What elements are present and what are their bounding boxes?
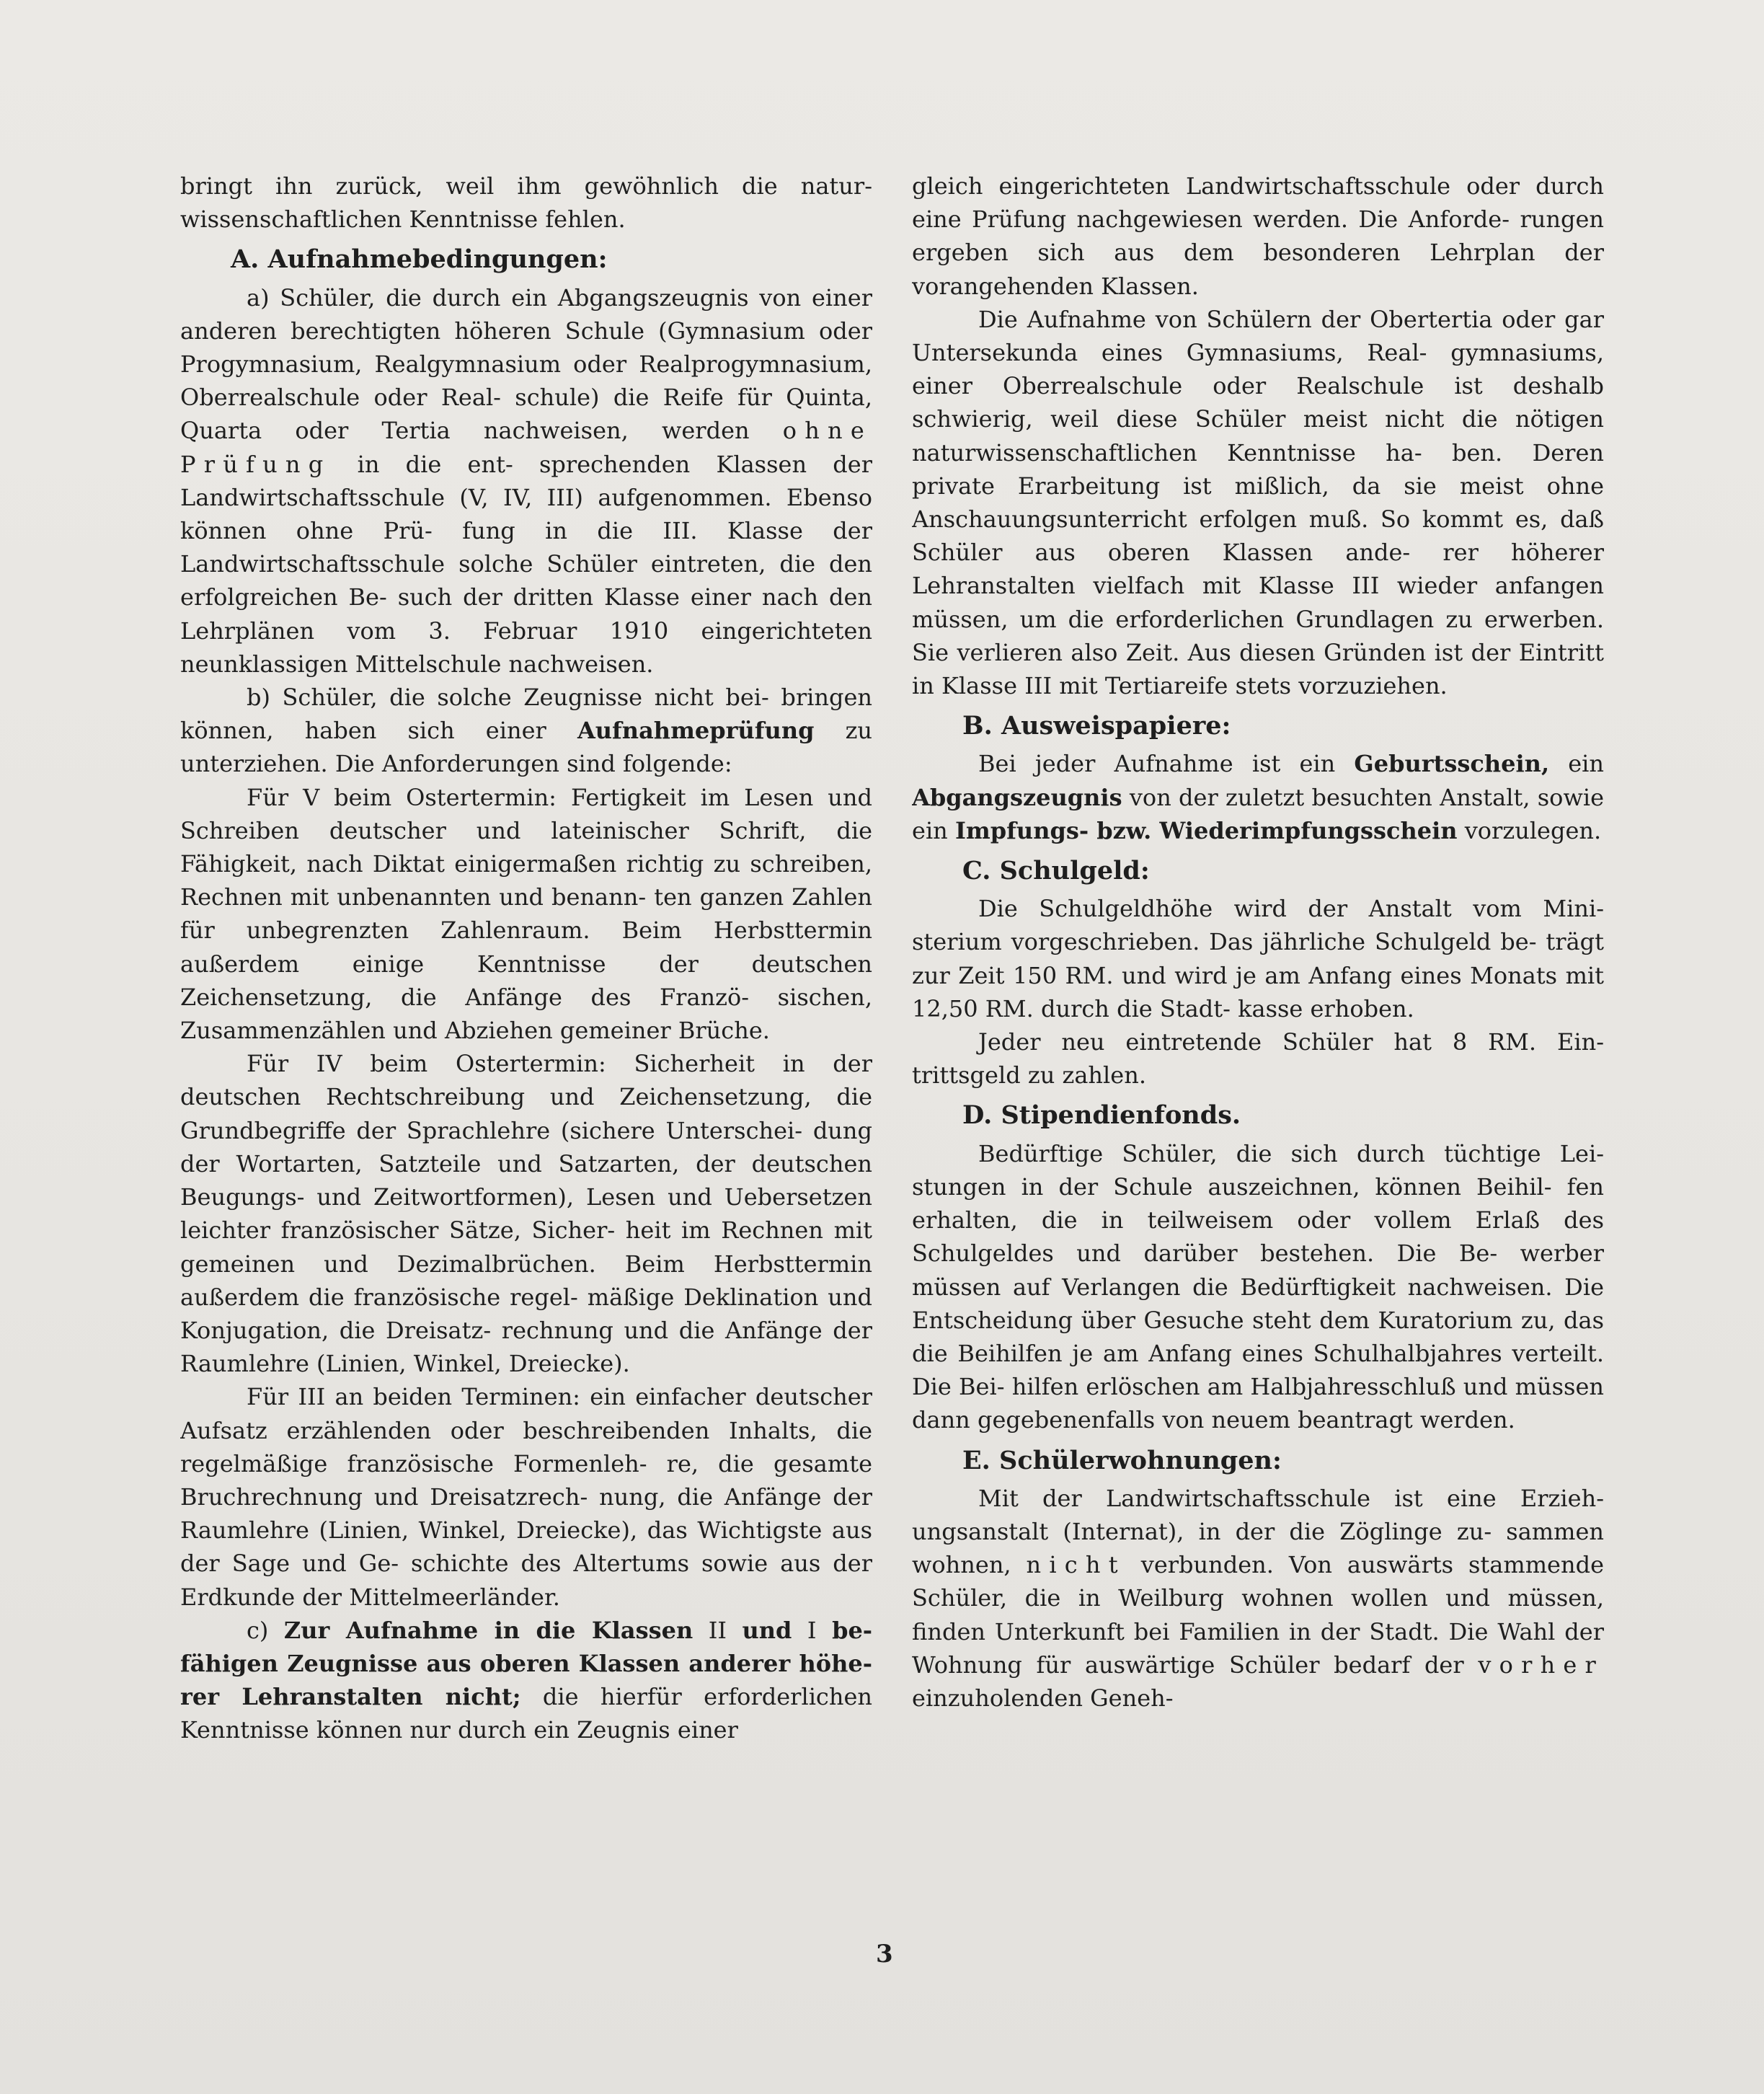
- continuation-paragraph: gleich eingerichteten Landwirtschaftsschule oder durch eine Prüfung nachgewiesen werden. Die Anforde- rungen ergeben sich aus dem besonderen Lehrplan der vorangehenden Klassen.: [912, 172, 1604, 300]
- emphasis-c-1: Zur Aufnahme in die Klassen: [283, 1616, 693, 1644]
- emphasis-ohne-pruefung: ohne Prüfung: [180, 417, 872, 478]
- emphasis-aufnahmepruefung: Aufnahmeprüfung: [577, 717, 815, 745]
- emphasis-vorher: vorher: [1478, 1651, 1604, 1679]
- paragraph-stipendienfonds: Bedürftige Schüler, die sich durch tüchtige Lei- stungen in der Schule auszeichnen, können Beihil- fen erhalten, die in teilweisem oder vollem Erlaß des Schulgeldes und darüber bestehen. Die Be- werber müssen auf Verlangen die Bedürftigkeit nachweisen. Die Entscheidung über Gesuche steht dem Kuratorium zu, das die Beihilfen je am Anfang eines Schulhalbjahres verteilt. Die Bei- hilfen erlöschen am Halbjahresschluß und müssen dann gegebenenfalls von neuem beantragt werden.: [912, 1139, 1604, 1434]
- paragraph-b-text-1: b) Schüler, die solche Zeugnisse nicht bei- bringen können, haben sich einer: [180, 684, 872, 745]
- paragraph-a-text-1: a) Schüler, die durch ein Abgangszeugnis von einer anderen berechtigten höheren Schule (Gymnasium oder Progymnasium, Realgymnasium oder Realprogymnasium, Oberrealschule oder Real- schule) die Reife für Quinta, Quarta oder Tertia nachweisen, werden: [180, 283, 872, 445]
- paragraph-c: [180, 1614, 872, 1747]
- paragraph-obertertia: Die Aufnahme von Schülern der Obertertia oder gar Untersekunda eines Gymnasiums, Real- gymnasiums, einer Oberrealschule oder Realschule ist deshalb schwierig, weil diese Schüler meist nicht die nötigen naturwissenschaftlichen Kenntnisse ha- ben. Deren private Erarbeitung ist mißlich, da sie meist ohne Anschauungsunterricht erfolgen muß. So kommt es, daß Schüler aus oberen Klassen ande- rer höherer Lehranstalten vielfach mit Klasse III wieder anfangen müssen, um die erforderlichen Grundlagen zu erwerben. Sie verlieren also Zeit. Aus diesen Gründen ist der Eintritt in Klasse III mit Tertiareife stets vorzuziehen.: [912, 305, 1604, 700]
- paragraph-klasse-iii: Für III an beiden Terminen: ein einfacher deutscher Aufsatz erzählenden oder beschreibenden Inhalts, die regelmäßige französische Formenleh- re, die gesamte Bruchrechnung und Dreisatzrech- nung, die Anfänge der Raumlehre (Linien, Winkel, Dreiecke), das Wichtigste aus der Sage und Ge- schichte des Altertums sowie aus der Erdkunde der Mittelmeerländer.: [180, 1383, 872, 1611]
- paragraph-c-label: c): [247, 1616, 269, 1644]
- heading-aufnahmebedingungen: A. Aufnahmebedingungen:: [231, 244, 608, 275]
- paragraph-schulgeld: Die Schulgeldhöhe wird der Anstalt vom Mini- sterium vorgeschrieben. Das jährliche Schulgeld be- trägt zur Zeit 150 RM. und wird je am Anfang eines Monats mit 12,50 RM. durch die Stadt- kasse erhoben.: [912, 895, 1604, 1022]
- wohnung-text-1: Mit der Landwirtschaftsschule ist eine Erzieh- ungsanstalt (Internat), in der die Zöglinge zu- sammen wohnen,: [912, 1484, 1604, 1579]
- page-number: 3: [876, 1940, 893, 1969]
- paragraph-ausweispapiere: [912, 747, 1604, 847]
- heading-stipendienfonds: D. Stipendienfonds.: [962, 1100, 1241, 1131]
- intro-paragraph: bringt ihn zurück, weil ihm gewöhnlich die natur- wissenschaftlichen Kenntnisse fehlen.: [180, 172, 872, 234]
- ausweis-text-1: Bei jeder Aufnahme ist ein: [978, 750, 1336, 778]
- emphasis-c-2: und: [742, 1616, 792, 1644]
- wohnung-text-2: verbunden. Von auswärts stammende Schüler, die in Weilburg wohnen wollen und müssen, finden Unterkunft bei Familien in der Stadt. Die Wahl der Wohnung für auswärtige Schüler bedarf der: [912, 1551, 1604, 1679]
- right-column: [912, 169, 1604, 1715]
- paragraph-a-text-2: in die ent- sprechenden Klassen der Landwirtschaftsschule (V, IV, III) aufgenommen. Ebenso können ohne Prü- fung in die III. Klasse der Landwirtschaftsschule solche Schüler eintreten, die den erfolgreichen Be- such der dritten Klasse einer nach den Lehrplänen vom 3. Februar 1910 eingerichteten neunklassigen Mittelschule nachweisen.: [180, 450, 872, 678]
- emphasis-impfungsschein: Impfungs- bzw. Wiederimpfungsschein: [954, 816, 1458, 844]
- paragraph-klasse-iv: Für IV beim Ostertermin: Sicherheit in der deutschen Rechtschreibung und Zeichensetzung, die Grundbegriffe der Sprachlehre (sichere Unterschei- dung der Wortarten, Satzteile und Satzarten, der deutschen Beugungs- und Zeitwortformen), Lesen und Uebersetzen leichter französischer Sätze, Sicher- heit im Rechnen mit gemeinen und Dezimalbrüchen. Beim Herbsttermin außerdem die französische regel- mäßige Deklination und Konjugation, die Dreisatz- rechnung und die Anfänge der Raumlehre (Linien, Winkel, Dreiecke).: [180, 1050, 872, 1378]
- paragraph-a: [180, 281, 872, 681]
- heading-ausweispapiere: B. Ausweispapiere:: [962, 711, 1231, 741]
- paragraph-c-roman-i: I: [807, 1616, 817, 1644]
- ausweis-text-3: von der zuletzt besuchten Anstalt, sowie ein: [912, 783, 1604, 844]
- heading-schulgeld: C. Schulgeld:: [962, 856, 1150, 886]
- emphasis-c-3: be- fähigen Zeugnisse aus oberen Klassen anderer höhe- rer Lehranstalten nicht;: [180, 1616, 872, 1711]
- paragraph-c-roman-ii: II: [708, 1616, 727, 1644]
- ausweis-text-2: ein: [1568, 750, 1604, 778]
- emphasis-geburtsschein: Geburtsschein,: [1354, 750, 1550, 778]
- paragraph-b-text-2: zu unterziehen. Die Anforderungen sind folgende:: [180, 717, 872, 778]
- ausweis-text-4: vorzulegen.: [1464, 816, 1602, 844]
- heading-schuelerwohnungen: E. Schülerwohnungen:: [962, 1445, 1282, 1475]
- emphasis-abgangszeugnis: Abgangszeugnis: [912, 783, 1122, 811]
- paragraph-b: [180, 681, 872, 781]
- paragraph-schuelerwohnungen: [912, 1482, 1604, 1715]
- paragraph-c-text: die hierfür erforderlichen Kenntnisse können nur durch ein Zeugnis einer: [180, 1683, 872, 1744]
- emphasis-nicht: nicht: [1026, 1551, 1126, 1579]
- paragraph-klasse-v: Für V beim Ostertermin: Fertigkeit im Lesen und Schreiben deutscher und lateinischer Schrift, die Fähigkeit, nach Diktat einigermaßen richtig zu schreiben, Rechnen mit unbenannten und benann- ten ganzen Zahlen für unbegrenzten Zahlenraum. Beim Herbsttermin außerdem einige Kenntnisse der deutschen Zeichensetzung, die Anfänge des Franzö- sischen, Zusammenzählen und Abziehen gemeiner Brüche.: [180, 783, 872, 1045]
- left-column: [180, 169, 872, 1747]
- paragraph-eintrittsgeld: Jeder neu eintretende Schüler hat 8 RM. Ein- trittsgeld zu zahlen.: [912, 1028, 1604, 1090]
- wohnung-text-3: einzuholenden Geneh-: [912, 1684, 1174, 1712]
